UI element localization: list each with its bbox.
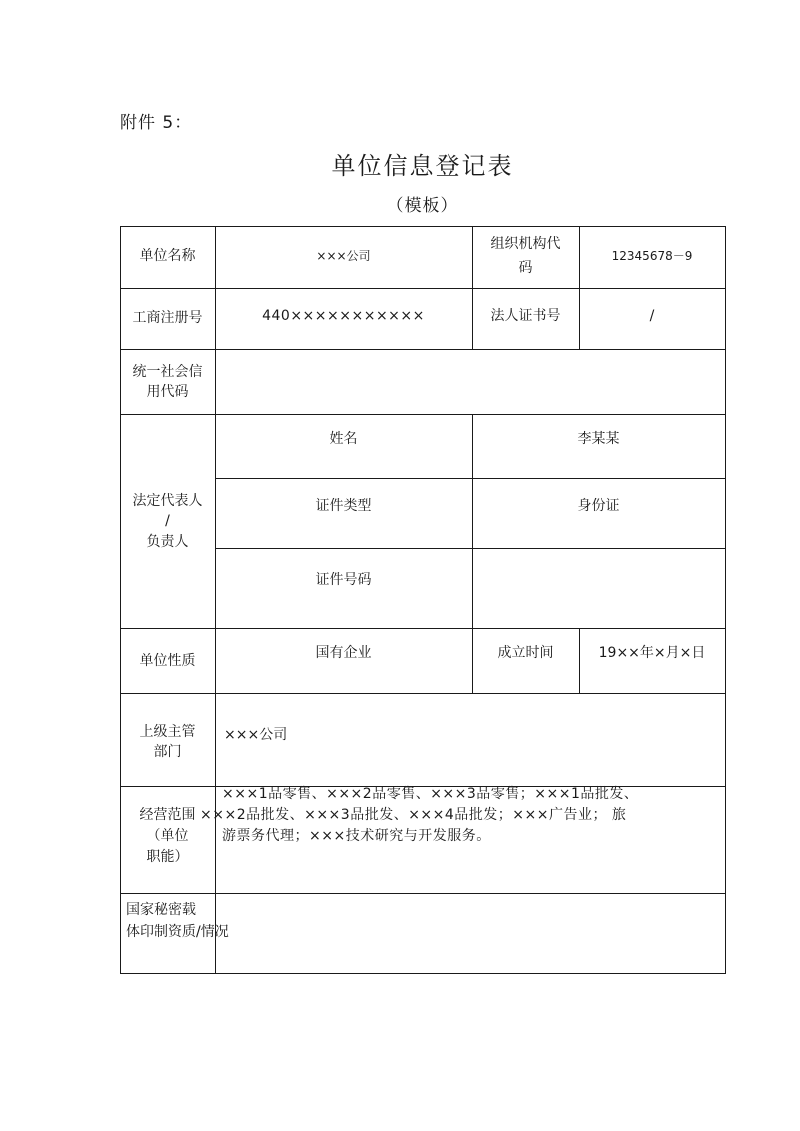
business-scope-label-line2: （单位	[146, 828, 189, 844]
id-type-label: 证件类型	[315, 498, 372, 514]
id-number-label: 证件号码	[315, 572, 372, 588]
unit-name-value: ×××公司	[316, 249, 371, 263]
page-subtitle: （模板）	[386, 196, 459, 216]
row-divider	[215, 478, 726, 479]
established-label: 成立时间	[497, 645, 554, 661]
superior-dept-value: ×××公司	[224, 727, 288, 743]
secret-carrier-label-line1: 国家秘密载	[126, 902, 196, 918]
table-border-top	[120, 226, 726, 227]
business-scope-line2: ×××2品批发、×××3品批发、×××4品批发；×××广告业； 旅	[200, 807, 627, 823]
id-type-value: 身份证	[577, 498, 620, 514]
business-scope-label-line1: 经营范围	[139, 807, 196, 823]
business-reg-label: 工商注册号	[132, 310, 203, 326]
credit-code-label-line2: 用代码	[146, 384, 189, 400]
name-value: 李某某	[577, 431, 620, 447]
row-divider	[120, 288, 726, 289]
page-title: 单位信息登记表	[331, 152, 514, 180]
legal-cert-label: 法人证书号	[490, 308, 561, 324]
credit-code-label-line1: 统一社会信	[132, 364, 203, 380]
row-divider	[120, 693, 726, 694]
unit-nature-label: 单位性质	[139, 653, 196, 669]
name-label: 姓名	[329, 431, 358, 447]
secret-carrier-label-line2: 体印制资质/情况	[126, 924, 229, 940]
row-divider	[120, 628, 726, 629]
unit-nature-value: 国有企业	[315, 645, 372, 661]
superior-dept-label-line2: 部门	[153, 744, 182, 760]
attachment-label: 附件 5：	[120, 113, 193, 133]
business-reg-value: 440×××××××××××	[262, 308, 425, 324]
row-divider	[120, 349, 726, 350]
table-border-right	[725, 226, 726, 974]
business-scope-label-line3: 职能）	[146, 849, 189, 865]
business-scope-line1: ×××1品零售、×××2品零售、×××3品零售；×××1品批发、	[222, 786, 639, 802]
legal-rep-label-line3: 负责人	[146, 534, 189, 550]
legal-rep-label-line2: /	[165, 513, 170, 529]
org-code-label-line2: 码	[518, 260, 533, 276]
column-divider	[579, 226, 580, 350]
table-border-bottom	[120, 973, 726, 974]
row-divider	[120, 414, 726, 415]
org-code-value: 12345678－9	[611, 249, 693, 263]
org-code-label-line1: 组织机构代	[490, 236, 561, 252]
column-divider	[215, 226, 216, 974]
unit-name-label: 单位名称	[139, 248, 196, 264]
row-divider	[120, 893, 726, 894]
business-scope-line3: 游票务代理；×××技术研究与开发服务。	[222, 828, 491, 844]
established-value: 19××年×月×日	[598, 645, 706, 661]
legal-rep-label-line1: 法定代表人	[132, 493, 203, 509]
legal-cert-value: /	[649, 308, 655, 324]
superior-dept-label-line1: 上级主管	[139, 724, 196, 740]
row-divider	[215, 548, 726, 549]
